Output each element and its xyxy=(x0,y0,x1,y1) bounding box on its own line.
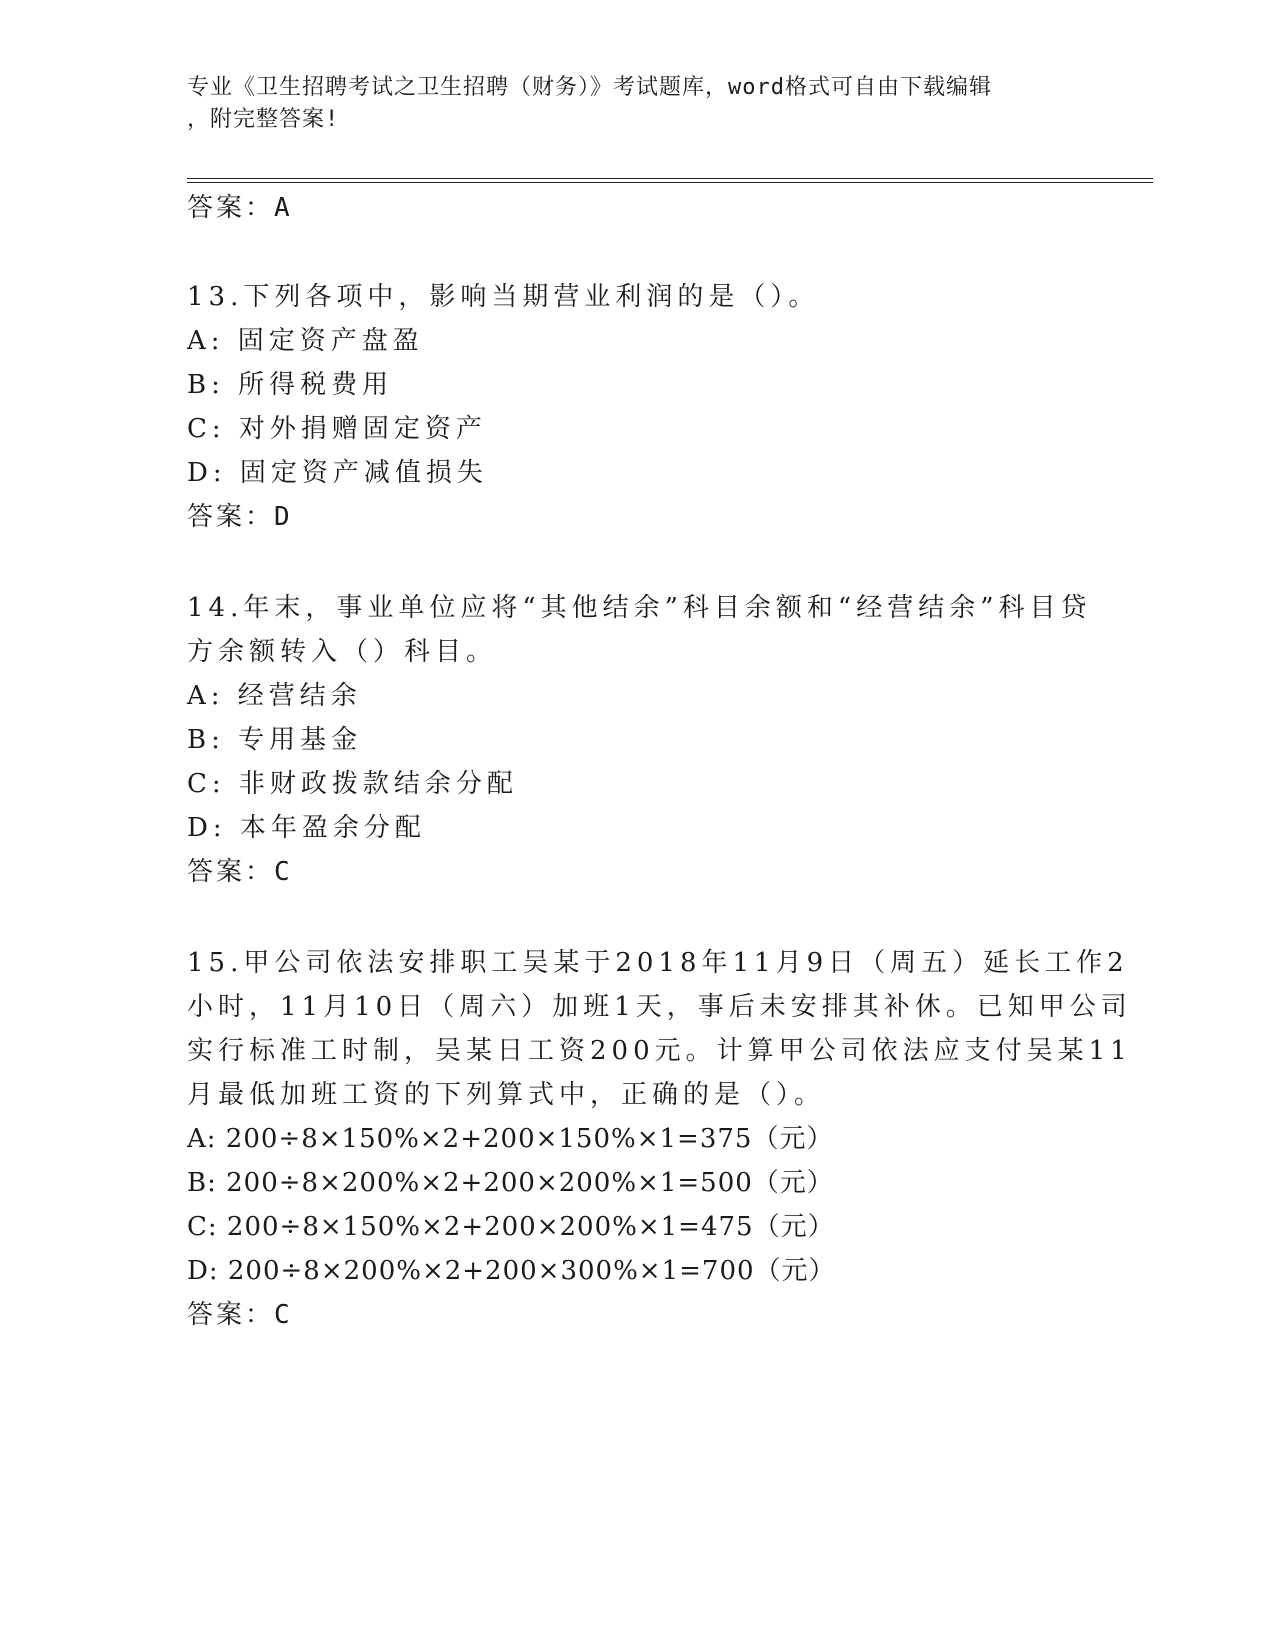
question-stem-cont: 实行标准工时制，吴某日工资200元。计算甲公司依法应支付吴某11 xyxy=(187,1036,1132,1066)
option-b: B: 所得税费用 xyxy=(187,370,394,400)
answer: 答案：C xyxy=(187,857,293,887)
question-stem-cont: 小时，11月10日（周六）加班1天，事后未安排其补休。已知甲公司 xyxy=(187,992,1132,1022)
header-line-1: 专业《卫生招聘考试之卫生招聘（财务）》考试题库，word格式可自由下载编辑 xyxy=(187,75,992,100)
answer-previous: 答案：A xyxy=(187,193,293,223)
header-divider-bottom xyxy=(187,182,1153,183)
question-stem: 13.下列各项中，影响当期营业利润的是（）。 xyxy=(187,282,820,312)
option-c: C: 对外捐赠固定资产 xyxy=(187,414,487,444)
question-stem-cont: 方余额转入（）科目。 xyxy=(187,637,498,667)
option-b: B: 专用基金 xyxy=(187,725,363,755)
option-a: A: 经营结余 xyxy=(187,681,362,711)
option-a: A: 固定资产盘盈 xyxy=(187,326,424,356)
option-d: D: 固定资产减值损失 xyxy=(187,458,488,488)
question-stem: 14.年末，事业单位应将“其他结余”科目余额和“经营结余”科目贷 xyxy=(187,593,1092,623)
document-header xyxy=(187,72,1087,136)
option-d: D: 200÷8×200%×2+200×300%×1=700（元） xyxy=(187,1256,836,1286)
header-divider-top xyxy=(187,178,1153,179)
option-c: C: 非财政拨款结余分配 xyxy=(187,769,518,799)
question-stem-cont: 月最低加班工资的下列算式中，正确的是（）。 xyxy=(187,1080,826,1110)
option-c: C: 200÷8×150%×2+200×200%×1=475（元） xyxy=(187,1212,835,1242)
header-line-2: ，附完整答案! xyxy=(187,107,340,132)
question-stem: 15.甲公司依法安排职工吴某于2018年11月9日（周五）延长工作2 xyxy=(187,948,1129,978)
answer: 答案：D xyxy=(187,502,293,532)
option-d: D: 本年盈余分配 xyxy=(187,813,426,843)
option-b: B: 200÷8×200%×2+200×200%×1=500（元） xyxy=(187,1168,834,1198)
answer: 答案：C xyxy=(187,1300,293,1330)
option-a: A: 200÷8×150%×2+200×150%×1=375（元） xyxy=(187,1124,834,1154)
